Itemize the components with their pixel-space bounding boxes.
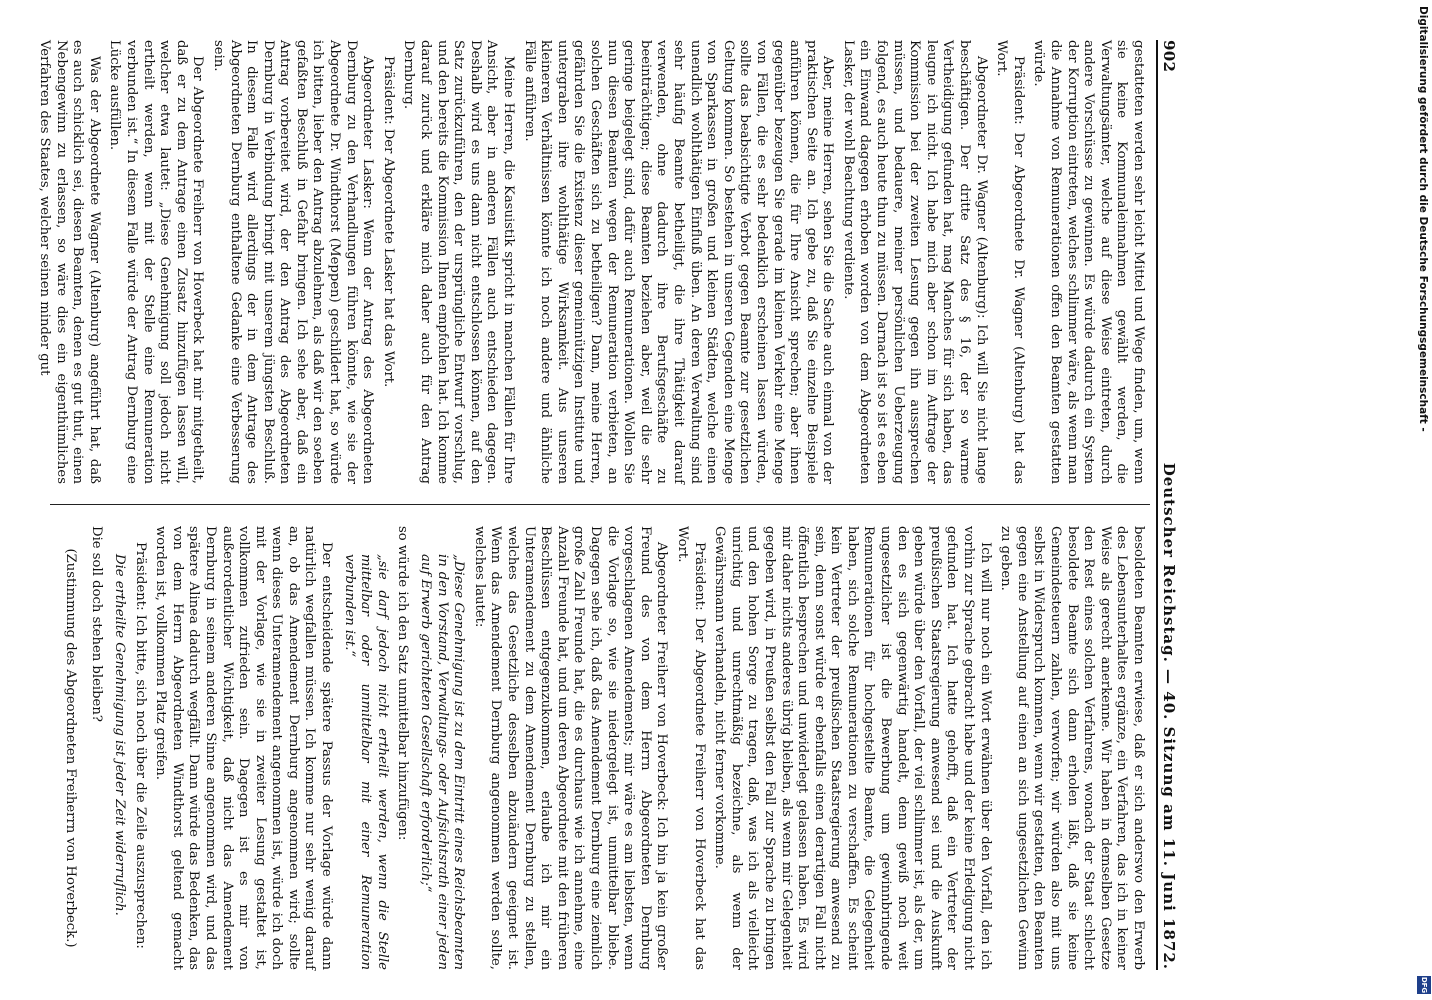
paragraph: gestatteten werden sehr leicht Mittel und Wege finden, um, wenn sie keine Kommunaleinnahmen gewählt werden, die Verwaltungsämter, welche auf diese Weise eintreten, durch andere Vorschüsse zu gewinnen. Es würde dadurch ein System der Korruption eintreten, welches schlimmer wäre, als wenn man die Annahme von Remunerationen offen den Beamten gestatten würde. [1031,40,1146,484]
paragraph: Die soll doch stehen bleiben? [89,526,105,722]
dfg-logo-icon [1417,976,1431,994]
paragraph: Präsident: Ich bitte, sich noch über die Zeile auszusprechen: [132,542,148,949]
paragraph: Was der Abgeordnete Wagner (Altenburg) angeführt hat, daß es auch schicklich sei, diesen Beamten, denen es gut thut, einen Nebengewinn zu erlassen, so wäre dies ein eigenthümliches Verfahren des Staates, welcher seinen minder gut [37,40,102,484]
paragraph: Meine Herren, die Kasuistik spricht in manchen Fällen für Ihre Ansicht, aber in anderen Fällen auch entschieden dagegen. Deshalb wird es uns dann nicht entschlossen können, auf den Satz zurückzuführen, den der ursprüngliche Entwurf vorschlug, und den bereits die Kommission Ihnen empfohlen hat. Ich komme darauf zurück und erkläre mich daher auch für den Antrag Dernburg. [401,40,517,484]
digitization-credit [1416,6,1432,994]
running-title: Deutscher Reichstag. — 40. Sitzung am 11. Juni 1872. [1160,462,1179,970]
paragraph: Abgeordneter Freiherr von Hoverbeck: Ich bin ja kein großer Freund des von dem Herrn Abgeordneten Dernburg vorgeschlagenen Amendements; mir wäre es am liebsten, wenn die Vorlage so, wie sie niedergelegt ist, unmittelbar bliebe. Dagegen sehe ich, daß das Amendement Dernburg eine ziemlich große Zahl Freunde hat, die es durchaus wie ich annehme, eine Anzahl Freunde hat, und um deren Abgeordnete mit den früheren Beschlüssen entgegenzukommen, erlaube ich mir ein Unteramendement zu dem Amendement Dernburg zu stellen, welches das Gesetzliche desselben abzuändern geeignet ist. Wenn das Amendement Dernburg angenommen werden sollte, welches lautet: [471,526,670,970]
quoted-amendment: „sie darf jedoch nicht ertheilt werden, wenn die Stelle mittelbar oder unmittelbar mit einer Remuneration verbunden ist.“ [341,554,390,970]
page-header [1156,40,1180,970]
paragraph: Ich will nur noch ein Wort erwähnen über den Vorfall, den ich vorhin zur Sprache gebracht habe und der keine Erledigung nicht gefunden hat. Ich hatte gehofft, daß ein Vertreter der preußischen Staatsregierung anwesend sei und die Auskunft geben würde über den Vorfall, der viel schlimmer ist, als der, um den es sich gegenwärtig handelt, denn gewiß noch weit ungesetzlicher ist die Bewerbung um gewinnbringende Remunerationen für hochgestellte Beamte, die Gelegenheit haben, sich solche Remunerationen zu verschaffen. Es scheint kein Vertreter der preußischen Staatsregierung anwesend zu sein, denn sonst würde er ebenfalls einen derartigen Fall nicht öffentlich besprechen und unwiderlegt gelassen haben. Es wird mir daher nichts anderes übrig bleiben, als wenn mir Gelegenheit gegeben wird, in Preußen selbst den Fall zur Sprache zu bringen und den hohen Sorge zu tragen, daß, was ich als vielleicht unrichtig und unrechtmäßig bezeichne, als wenn der Gewährsmann verhandeln, nicht ferner vorkomme. [712,526,993,970]
quoted-amendment: „Diese Genehmigung ist zu dem Eintritt eines Reichsbeamten in den Vorstand, Verwaltungs- oder Aufsichtsrath einer jeden auf Erwerb gerichteten Gesellschaft erforderlich;“ [418,554,467,970]
paragraph: besoldeten Beamten erwiese, daß er sich anderswo den Erwerb des Lebensunterhaltes ergänze, ein Verfahren, das ich in keiner Weise als gerecht anerkenne. Wir haben in demselben Gesetze den Rest eines solchen Verfahrens, wonach der Staat schlecht besoldete Beamte sich dann erholen läßt, daß sie keine Gemeindesteuern zahlen, verworfen; wir würden also mit uns selbst in Widerspruch kommen, wenn wir gestatten, den Beamten gegen eine Anstellung auf einen an sich ungesetzlichen Gewinn zu geben. [998,526,1146,970]
right-column [56,526,1146,970]
rotated-page-content [37,40,1180,970]
paragraph: Abgeordneter Lasker: Wenn der Antrag des Abgeordneten Dernburg zu den Verhandlungen führen könnte, wie sie der Abgeordnete Dr. Windthorst (Meppen) geschildert hat, so würde ich bitten, lieber den Antrag abzulehnen, als daß wir den soeben gefaßten Beschluß in Gefahr bringen. Ich sehe aber, daß ein Antrag vorbereitet wird, der den Antrag des Abgeordneten Dernburg in Verbindung bringt mit unserem jüngsten Beschluß. In diesem Falle wird allerdings der in dem Antrage des Abgeordneten Dernburg enthaltene Gedanke eine Verbesserung sein. [210,40,376,484]
paragraph: so würde ich den Satz unmittelbar hinzufügen: [395,526,411,841]
paragraph: Präsident: Der Abgeordnete Dr. Wagner (Altenburg) hat das Wort. [994,40,1026,484]
paragraph: Präsident: Der Abgeordnete Lasker hat das Wort. [380,56,396,388]
paragraph: Präsident: Der Abgeordnete Freiherr von Hoverbeck hat das Wort. [674,526,707,970]
credit-text: Digitalisierung gefördert durch die Deutsche Forschungsgemeinschaft - [1417,6,1429,432]
paragraph: Der entscheidende spätere Passus der Vorlage würde dann natürlich wegfallen müssen. Ich komme nur sehr wenig darauf an, ob das Amendement Dernburg angenommen wird; sollte wenn dieses Unteramendement angenommen ist, würde ich doch mit der Vorlage, wie sie in zweiter Lesung gestaltet ist, vollkommen zufrieden sein. Dagegen ist es mir von außerordentlicher Wichtigkeit, daß nicht das Amendement Dernburg in seinem anderen Sinne angenommen wird, und das spätere Alinea dadurch wegfällt. Dann würde das Bedenken, das von dem Herrn Abgeordneten Windthorst geltend gemacht worden ist, vollkommen Platz greifen. [153,526,335,970]
quoted-clause: Die ertheilte Genehmigung ist jeder Zeit widerruflich. [111,554,127,916]
page-number: 902 [1160,40,1179,73]
paragraph: Abgeordneter Dr. Wagner (Altenburg): Ich will Sie nicht lange beschäftigen. Der dritte Satz des § 16, der so warme Vertheidigung gefunden hat, mag Manches für sich haben, das leugne ich nicht. Ich habe mich aber schon im Auftrage der Kommission bei der zweiten Lesung gegen ihn aussprechen müssen, und bedauere, meiner persönlichen Ueberzeugung folgend, es auch heute thun zu müssen. Darnach ist so ist es eben ein Einwand dagegen erhoben worden von dem Abgeordneten Lasker, der wohl Beachtung verdiente. [840,40,989,484]
logo-text: DFG [1420,976,1428,994]
closing-note: (Zustimmung des Abgeordneten Freiherrn von Hoverbeck.) [62,548,78,948]
column-divider [50,504,1150,505]
paragraph: Aber, meine Herren, sehen Sie die Sache auch einmal von der praktischen Seite an. Ich gebe zu, daß Sie einzelne Beispiele anführen können, die für Ihre Ansicht sprechen; aber ihnen gegenüber bezeugen Sie gerade im kleinen Verkehr eine Menge von Fällen, die es sehr bedenklich erscheinen lassen würden, sollte das beabsichtigte Verbot gegen Beamte zur gesetzlichen Geltung kommen. So bestehen in unseren Gegenden eine Menge von Sparkassen in großen und kleinen Städten, welche einen unendlich wohlthätigen Einfluß üben. An deren Verwaltung sind sehr häufig Beamte betheiligt, die ihre Thätigkeit darauf verwenden, ohne dadurch ihre Berufsgeschäfte zu beeinträchtigen; diese Beamten beziehen aber, weil die sehr geringe beigelegt sind, dafür auch Remunerationen. Wollen Sie nun diesen Beamten wegen der Remuneration verbieten, an solchen Geschäften sich zu betheiligen? Dann, meine Herren, gefährden Sie die Existenz dieser gemeinnützigen Institute und untergraben ihre wohlthätige Wirksamkeit. Aus unseren kleineren Verhältnissen könnte ich noch andere und ähnliche Fälle anführen. [521,40,836,484]
paragraph: Der Abgeordnete Freiherr von Hoverbeck hat mir mitgetheilt, daß er zu dem Antrage einen Zusatz hinzufügen lassen will, welcher etwa lautet: „Diese Genehmigung soll jedoch nicht ertheilt werden, wenn mit der Stelle eine Remuneration verbunden ist.“ In diesem Falle würde der Antrag Dernburg eine Lücke ausfüllen. [107,40,206,484]
left-column [37,40,1146,484]
